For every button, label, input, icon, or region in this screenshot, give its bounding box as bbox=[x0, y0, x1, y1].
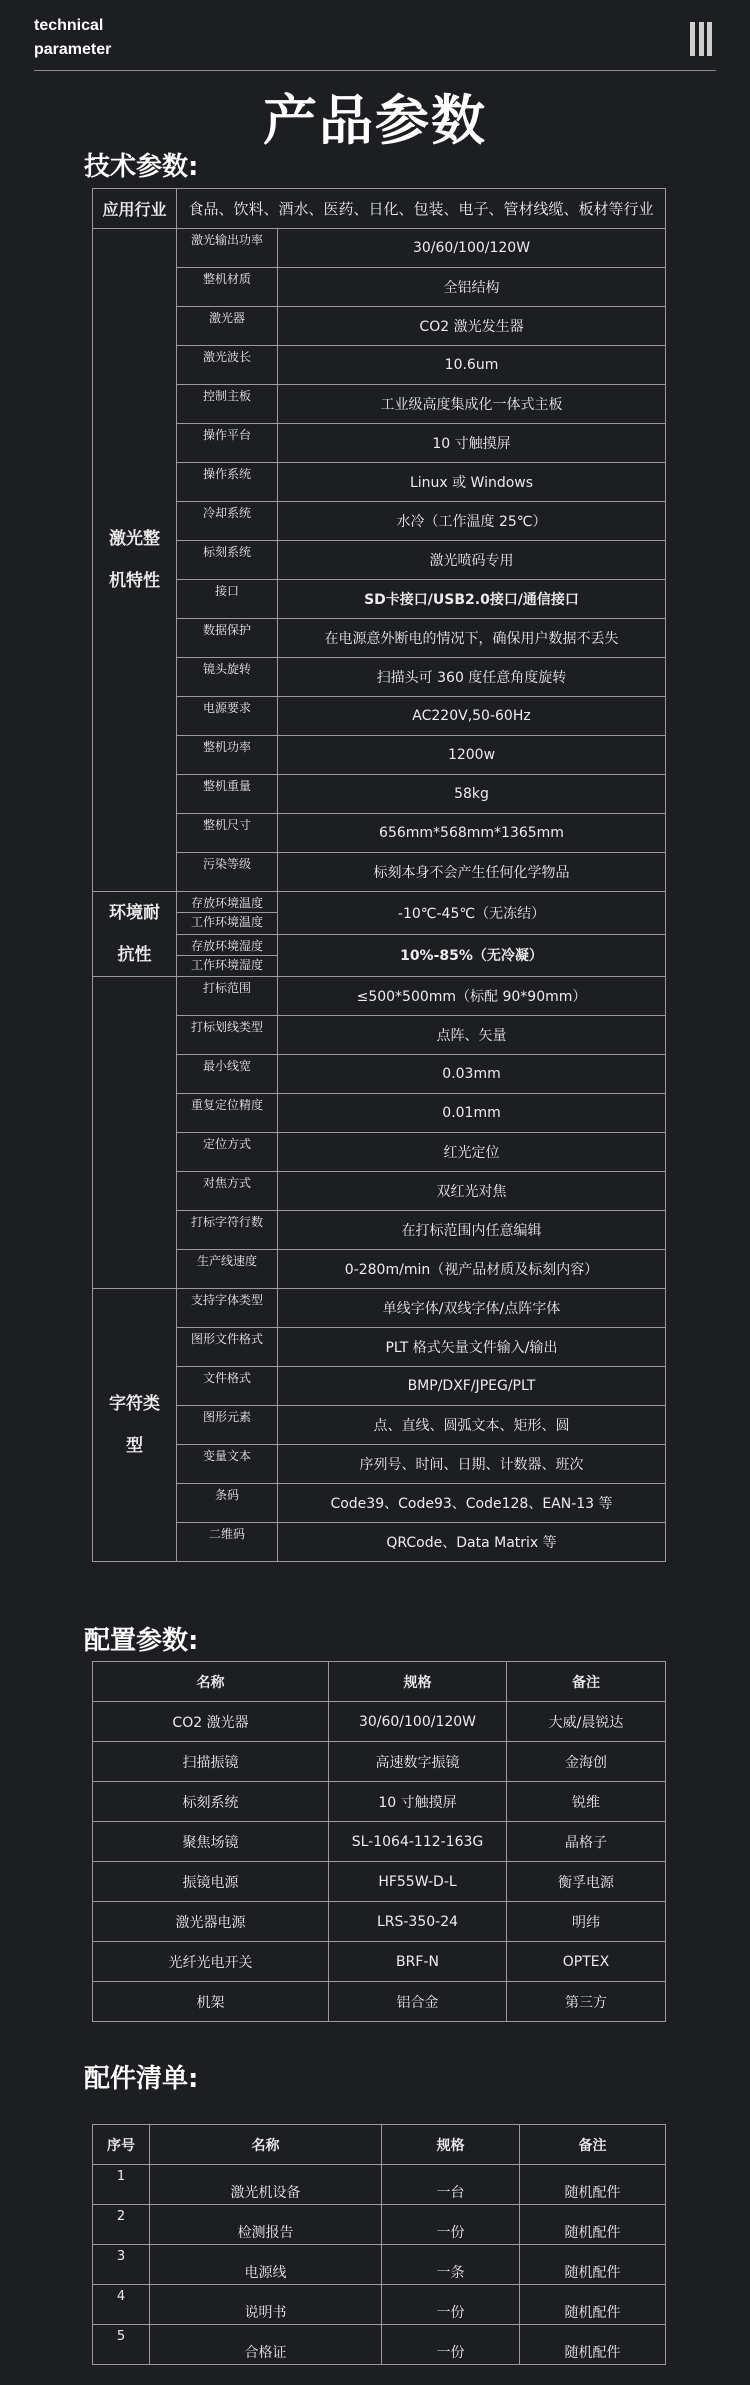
industry-label: 应用行业 bbox=[93, 189, 177, 229]
parts-idx: 5 bbox=[93, 2325, 150, 2365]
config-name: 激光器电源 bbox=[93, 1902, 329, 1942]
config-spec: BRF-N bbox=[329, 1942, 507, 1982]
param-label: 定位方式 bbox=[177, 1133, 278, 1172]
group-character: 字符类型 bbox=[93, 1289, 177, 1562]
env-label-line2: 工作环境温度 bbox=[190, 915, 263, 930]
config-note: 衡孚电源 bbox=[507, 1862, 666, 1902]
table-row bbox=[93, 1822, 666, 1862]
parts-header-name: 名称 bbox=[150, 2125, 382, 2165]
param-label: 操作系统 bbox=[177, 463, 278, 502]
parts-note: 随机配件 bbox=[520, 2165, 666, 2205]
param-value: 10 寸触摸屏 bbox=[278, 424, 666, 463]
table-row bbox=[93, 541, 666, 580]
param-value: 在打标范围内任意编辑 bbox=[278, 1211, 666, 1250]
config-note: OPTEX bbox=[507, 1942, 666, 1982]
param-label: 镜头旋转 bbox=[177, 658, 278, 697]
param-label: 整机重量 bbox=[177, 775, 278, 814]
table-row bbox=[93, 1328, 666, 1367]
param-value: 656mm*568mm*1365mm bbox=[278, 814, 666, 853]
param-label: 激光输出功率 bbox=[177, 229, 278, 268]
table-row bbox=[93, 934, 666, 977]
config-params-table bbox=[92, 1661, 666, 2022]
param-label: 电源要求 bbox=[177, 697, 278, 736]
group-marking-empty bbox=[93, 977, 177, 1289]
config-note: 晶格子 bbox=[507, 1822, 666, 1862]
env-label-line1: 存放环境湿度 bbox=[177, 937, 277, 956]
param-value: AC220V,50-60Hz bbox=[278, 697, 666, 736]
table-row bbox=[93, 977, 666, 1016]
param-value: 单线字体/双线字体/点阵字体 bbox=[278, 1289, 666, 1328]
config-name: 聚焦场镜 bbox=[93, 1822, 329, 1862]
config-note: 金海创 bbox=[507, 1742, 666, 1782]
table-row bbox=[93, 1782, 666, 1822]
param-value: 水冷（工作温度 25℃） bbox=[278, 502, 666, 541]
config-spec: 30/60/100/120W bbox=[329, 1702, 507, 1742]
parts-note: 随机配件 bbox=[520, 2205, 666, 2245]
table-row bbox=[93, 1406, 666, 1445]
parts-list-table bbox=[92, 2124, 666, 2365]
table-row bbox=[93, 1367, 666, 1406]
param-label: 支持字体类型 bbox=[177, 1289, 278, 1328]
parts-spec: 一台 bbox=[382, 2165, 520, 2205]
param-value: 10.6um bbox=[278, 346, 666, 385]
param-value: Linux 或 Windows bbox=[278, 463, 666, 502]
parts-header-idx: 序号 bbox=[93, 2125, 150, 2165]
param-value: 序列号、时间、日期、计数器、班次 bbox=[278, 1445, 666, 1484]
param-value: PLT 格式矢量文件输入/输出 bbox=[278, 1328, 666, 1367]
group-machine: 激光整机特性 bbox=[93, 229, 177, 892]
env-label bbox=[177, 934, 278, 977]
param-value: QRCode、Data Matrix 等 bbox=[278, 1523, 666, 1562]
param-label: 重复定位精度 bbox=[177, 1094, 278, 1133]
section-title-parts: 配件清单: bbox=[84, 2064, 199, 2094]
parts-spec: 一份 bbox=[382, 2205, 520, 2245]
table-row bbox=[93, 1445, 666, 1484]
param-label: 打标字符行数 bbox=[177, 1211, 278, 1250]
table-row bbox=[93, 1250, 666, 1289]
config-name: 机架 bbox=[93, 1982, 329, 2022]
param-label: 整机材质 bbox=[177, 268, 278, 307]
param-value: 工业级高度集成化一体式主板 bbox=[278, 385, 666, 424]
table-row bbox=[93, 1982, 666, 2022]
param-label: 数据保护 bbox=[177, 619, 278, 658]
table-row bbox=[93, 463, 666, 502]
parts-note: 随机配件 bbox=[520, 2325, 666, 2365]
config-name: 光纤光电开关 bbox=[93, 1942, 329, 1982]
group-environment: 环境耐抗性 bbox=[93, 892, 177, 977]
param-value: 红光定位 bbox=[278, 1133, 666, 1172]
param-value: 全铝结构 bbox=[278, 268, 666, 307]
param-value: 点、直线、圆弧文本、矩形、圆 bbox=[278, 1406, 666, 1445]
table-row bbox=[93, 307, 666, 346]
header-english-title bbox=[34, 14, 111, 62]
parts-header-note: 备注 bbox=[520, 2125, 666, 2165]
industry-value: 食品、饮料、酒水、医药、日化、包装、电子、管材线缆、板材等行业 bbox=[177, 189, 666, 229]
section-title-tech: 技术参数: bbox=[84, 152, 199, 182]
param-label: 操作平台 bbox=[177, 424, 278, 463]
param-value: 0.03mm bbox=[278, 1055, 666, 1094]
param-value: 58kg bbox=[278, 775, 666, 814]
table-row bbox=[93, 1289, 666, 1328]
config-name: CO2 激光器 bbox=[93, 1702, 329, 1742]
param-label: 二维码 bbox=[177, 1523, 278, 1562]
table-row bbox=[93, 1055, 666, 1094]
parts-note: 随机配件 bbox=[520, 2285, 666, 2325]
parts-spec: 一份 bbox=[382, 2285, 520, 2325]
parts-name: 电源线 bbox=[150, 2245, 382, 2285]
table-row bbox=[93, 2285, 666, 2325]
config-name: 标刻系统 bbox=[93, 1782, 329, 1822]
config-name: 扫描振镜 bbox=[93, 1742, 329, 1782]
parts-header-spec: 规格 bbox=[382, 2125, 520, 2165]
table-row bbox=[93, 1133, 666, 1172]
param-label: 文件格式 bbox=[177, 1367, 278, 1406]
table-row bbox=[93, 2165, 666, 2205]
param-label: 整机功率 bbox=[177, 736, 278, 775]
config-note: 大威/晨锐达 bbox=[507, 1702, 666, 1742]
table-row bbox=[93, 1211, 666, 1250]
header-en-line1: technical bbox=[34, 17, 104, 34]
param-value: Code39、Code93、Code128、EAN-13 等 bbox=[278, 1484, 666, 1523]
param-label: 整机尺寸 bbox=[177, 814, 278, 853]
table-row bbox=[93, 1902, 666, 1942]
parts-idx: 2 bbox=[93, 2205, 150, 2245]
table-row bbox=[93, 1172, 666, 1211]
parts-idx: 3 bbox=[93, 2245, 150, 2285]
config-note: 明纬 bbox=[507, 1902, 666, 1942]
env-label bbox=[177, 892, 278, 935]
config-header-spec: 规格 bbox=[329, 1662, 507, 1702]
param-label: 变量文本 bbox=[177, 1445, 278, 1484]
env-label-line2: 工作环境湿度 bbox=[190, 957, 263, 972]
param-value: 在电源意外断电的情况下，确保用户数据不丢失 bbox=[278, 619, 666, 658]
parts-spec: 一条 bbox=[382, 2245, 520, 2285]
param-value: 扫描头可 360 度任意角度旋转 bbox=[278, 658, 666, 697]
config-header-name: 名称 bbox=[93, 1662, 329, 1702]
param-label: 条码 bbox=[177, 1484, 278, 1523]
table-row bbox=[93, 2325, 666, 2365]
param-value: 激光喷码专用 bbox=[278, 541, 666, 580]
param-value: 10%-85%（无冷凝） bbox=[278, 934, 666, 977]
parts-spec: 一份 bbox=[382, 2325, 520, 2365]
param-value: 0-280m/min（视产品材质及标刻内容） bbox=[278, 1250, 666, 1289]
table-row bbox=[93, 814, 666, 853]
config-note: 锐维 bbox=[507, 1782, 666, 1822]
config-spec: 高速数字振镜 bbox=[329, 1742, 507, 1782]
table-row bbox=[93, 775, 666, 814]
param-value: 双红光对焦 bbox=[278, 1172, 666, 1211]
section-title-config: 配置参数: bbox=[84, 1626, 199, 1656]
config-spec: HF55W-D-L bbox=[329, 1862, 507, 1902]
table-row bbox=[93, 619, 666, 658]
table-row bbox=[93, 892, 666, 935]
param-label: 对焦方式 bbox=[177, 1172, 278, 1211]
table-row bbox=[93, 1742, 666, 1782]
param-label: 标刻系统 bbox=[177, 541, 278, 580]
table-row bbox=[93, 1523, 666, 1562]
parts-name: 激光机设备 bbox=[150, 2165, 382, 2205]
config-note: 第三方 bbox=[507, 1982, 666, 2022]
param-value: 标刻本身不会产生任何化学物品 bbox=[278, 853, 666, 892]
param-value: 0.01mm bbox=[278, 1094, 666, 1133]
parts-name: 说明书 bbox=[150, 2285, 382, 2325]
config-spec: SL-1064-112-163G bbox=[329, 1822, 507, 1862]
param-value: SD卡接口/USB2.0接口/通信接口 bbox=[278, 580, 666, 619]
table-row bbox=[93, 385, 666, 424]
param-label: 最小线宽 bbox=[177, 1055, 278, 1094]
table-row bbox=[93, 853, 666, 892]
parts-name: 检测报告 bbox=[150, 2205, 382, 2245]
param-label: 打标范围 bbox=[177, 977, 278, 1016]
param-value: -10℃-45℃（无冻结） bbox=[278, 892, 666, 935]
table-row bbox=[93, 424, 666, 463]
param-value: CO2 激光发生器 bbox=[278, 307, 666, 346]
config-name: 振镜电源 bbox=[93, 1862, 329, 1902]
parts-idx: 4 bbox=[93, 2285, 150, 2325]
table-row bbox=[93, 189, 666, 229]
table-row bbox=[93, 2205, 666, 2245]
table-row bbox=[93, 580, 666, 619]
config-spec: LRS-350-24 bbox=[329, 1902, 507, 1942]
param-label: 控制主板 bbox=[177, 385, 278, 424]
table-row bbox=[93, 2245, 666, 2285]
menu-bars-icon bbox=[690, 22, 712, 56]
table-row bbox=[93, 502, 666, 541]
param-value: BMP/DXF/JPEG/PLT bbox=[278, 1367, 666, 1406]
parts-name: 合格证 bbox=[150, 2325, 382, 2365]
table-row bbox=[93, 1702, 666, 1742]
param-value: 30/60/100/120W bbox=[278, 229, 666, 268]
param-label: 图形元素 bbox=[177, 1406, 278, 1445]
param-value: ≤500*500mm（标配 90*90mm） bbox=[278, 977, 666, 1016]
table-row bbox=[93, 1862, 666, 1902]
table-row bbox=[93, 1484, 666, 1523]
table-row bbox=[93, 736, 666, 775]
table-row bbox=[93, 346, 666, 385]
param-label: 接口 bbox=[177, 580, 278, 619]
header-en-line2: parameter bbox=[34, 41, 112, 58]
table-row bbox=[93, 1094, 666, 1133]
page-title: 产品参数 bbox=[263, 89, 487, 152]
param-label: 图形文件格式 bbox=[177, 1328, 278, 1367]
table-row bbox=[93, 268, 666, 307]
param-label: 生产线速度 bbox=[177, 1250, 278, 1289]
parts-note: 随机配件 bbox=[520, 2245, 666, 2285]
param-label: 激光器 bbox=[177, 307, 278, 346]
table-row bbox=[93, 658, 666, 697]
table-row bbox=[93, 229, 666, 268]
param-label: 污染等级 bbox=[177, 853, 278, 892]
table-row bbox=[93, 1016, 666, 1055]
table-row bbox=[93, 1942, 666, 1982]
config-header-note: 备注 bbox=[507, 1662, 666, 1702]
param-value: 1200w bbox=[278, 736, 666, 775]
param-label: 冷却系统 bbox=[177, 502, 278, 541]
param-label: 打标划线类型 bbox=[177, 1016, 278, 1055]
tech-params-table bbox=[92, 188, 666, 1562]
param-value: 点阵、矢量 bbox=[278, 1016, 666, 1055]
header-divider bbox=[34, 70, 716, 71]
param-label: 激光波长 bbox=[177, 346, 278, 385]
config-spec: 铝合金 bbox=[329, 1982, 507, 2022]
env-label-line1: 存放环境温度 bbox=[177, 894, 277, 913]
parts-idx: 1 bbox=[93, 2165, 150, 2205]
table-row bbox=[93, 697, 666, 736]
config-spec: 10 寸触摸屏 bbox=[329, 1782, 507, 1822]
